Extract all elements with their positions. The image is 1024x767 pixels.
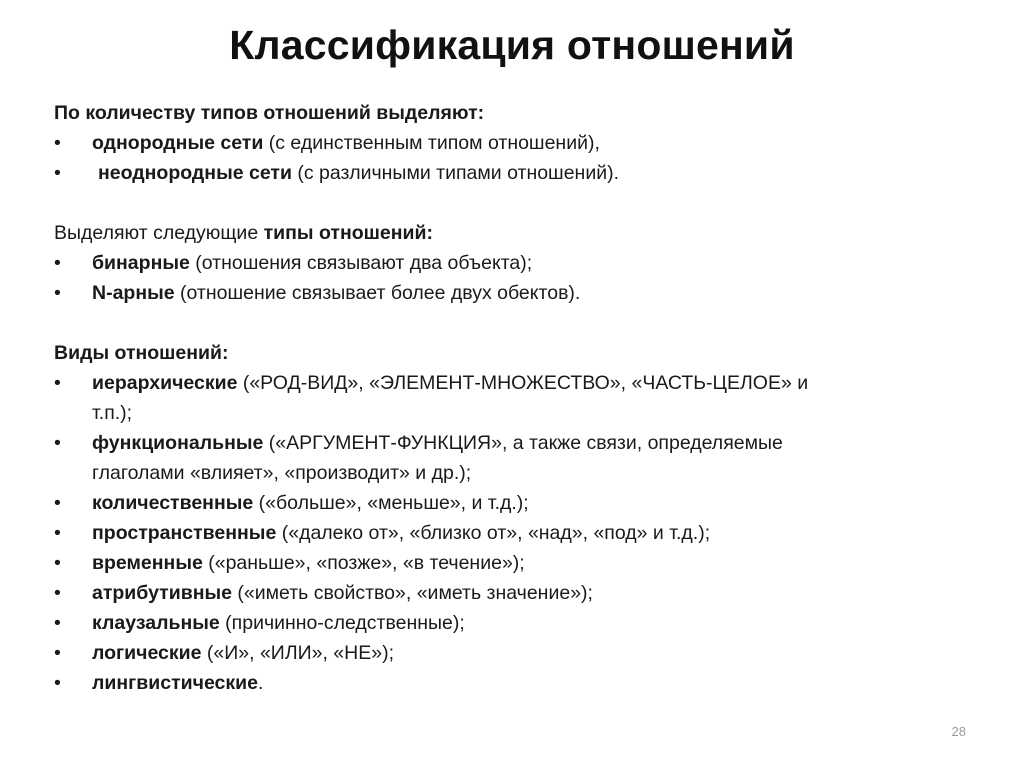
item-description: (с различными типами отношений).	[291, 162, 620, 184]
list-item	[54, 608, 934, 638]
page-number: 28	[951, 724, 966, 739]
bullet-icon: •	[54, 522, 61, 544]
bullet-icon: •	[54, 552, 61, 574]
list-item	[54, 368, 934, 428]
bullet-icon: •	[54, 672, 61, 694]
item-term: временные	[92, 552, 203, 574]
item-description: («далеко от», «близко от», «над», «под» и т.д.);	[276, 522, 711, 544]
item-term: бинарные	[92, 252, 190, 274]
slide-title: Классификация отношений	[229, 22, 795, 68]
bullet-icon: •	[54, 432, 61, 454]
list-item	[54, 548, 934, 578]
section3-heading: Виды отношений:	[54, 342, 229, 364]
item-description: («раньше», «позже», «в течение»);	[202, 552, 525, 574]
list-item	[54, 638, 934, 668]
list-item	[54, 488, 934, 518]
item-term: неоднородные сети	[98, 162, 292, 184]
item-description: («АРГУМЕНТ-ФУНКЦИЯ», а также связи, определяемые	[263, 432, 783, 454]
item-description: («РОД-ВИД», «ЭЛЕМЕНТ-МНОЖЕСТВО», «ЧАСТЬ-ЦЕЛОЕ» и	[237, 372, 809, 394]
item-term: однородные сети	[92, 132, 264, 154]
list-item	[54, 158, 934, 188]
list-item	[54, 128, 934, 158]
bullet-icon: •	[54, 282, 61, 304]
item-term: лингвистические	[92, 672, 258, 694]
section1-heading: По количеству типов отношений выделяют:	[54, 102, 485, 124]
item-description: («больше», «меньше», и т.д.);	[253, 492, 529, 514]
bullet-icon: •	[54, 162, 61, 184]
item-description: (причинно-следственные);	[219, 612, 465, 634]
item-term: пространственные	[92, 522, 277, 544]
bullet-icon: •	[54, 582, 61, 604]
section2-heading-bold: типы отношений:	[263, 222, 433, 244]
item-description: («иметь свойство», «иметь значение»);	[231, 582, 593, 604]
list-item	[54, 278, 934, 308]
section2-heading	[54, 218, 934, 248]
bullet-icon: •	[54, 132, 61, 154]
bullet-icon: •	[54, 642, 61, 664]
item-description: (с единственным типом отношений),	[263, 132, 600, 154]
list-item	[54, 578, 934, 608]
item-term: атрибутивные	[92, 582, 232, 604]
item-description: .	[257, 672, 264, 694]
item-term: количественные	[92, 492, 254, 514]
item-term: N-арные	[92, 282, 175, 304]
list-item	[54, 428, 934, 488]
item-term: иерархические	[92, 372, 238, 394]
item-description: («И», «ИЛИ», «НЕ»);	[201, 642, 394, 664]
item-term: клаузальные	[92, 612, 220, 634]
item-description-continued: глаголами «влияет», «производит» и др.);	[92, 462, 472, 484]
section2-heading-plain: Выделяют следующие	[54, 222, 264, 244]
bullet-icon: •	[54, 252, 61, 274]
list-item	[54, 668, 934, 698]
item-description: (отношения связывают два объекта);	[189, 252, 533, 274]
bullet-icon: •	[54, 612, 61, 634]
bullet-icon: •	[54, 492, 61, 514]
item-description: (отношение связывает более двух обектов).	[174, 282, 581, 304]
list-item	[54, 518, 934, 548]
item-term: функциональные	[92, 432, 264, 454]
list-item	[54, 248, 934, 278]
item-description-continued: т.п.);	[92, 402, 133, 424]
item-term: логические	[92, 642, 202, 664]
slide-content	[54, 98, 934, 698]
bullet-icon: •	[54, 372, 61, 394]
